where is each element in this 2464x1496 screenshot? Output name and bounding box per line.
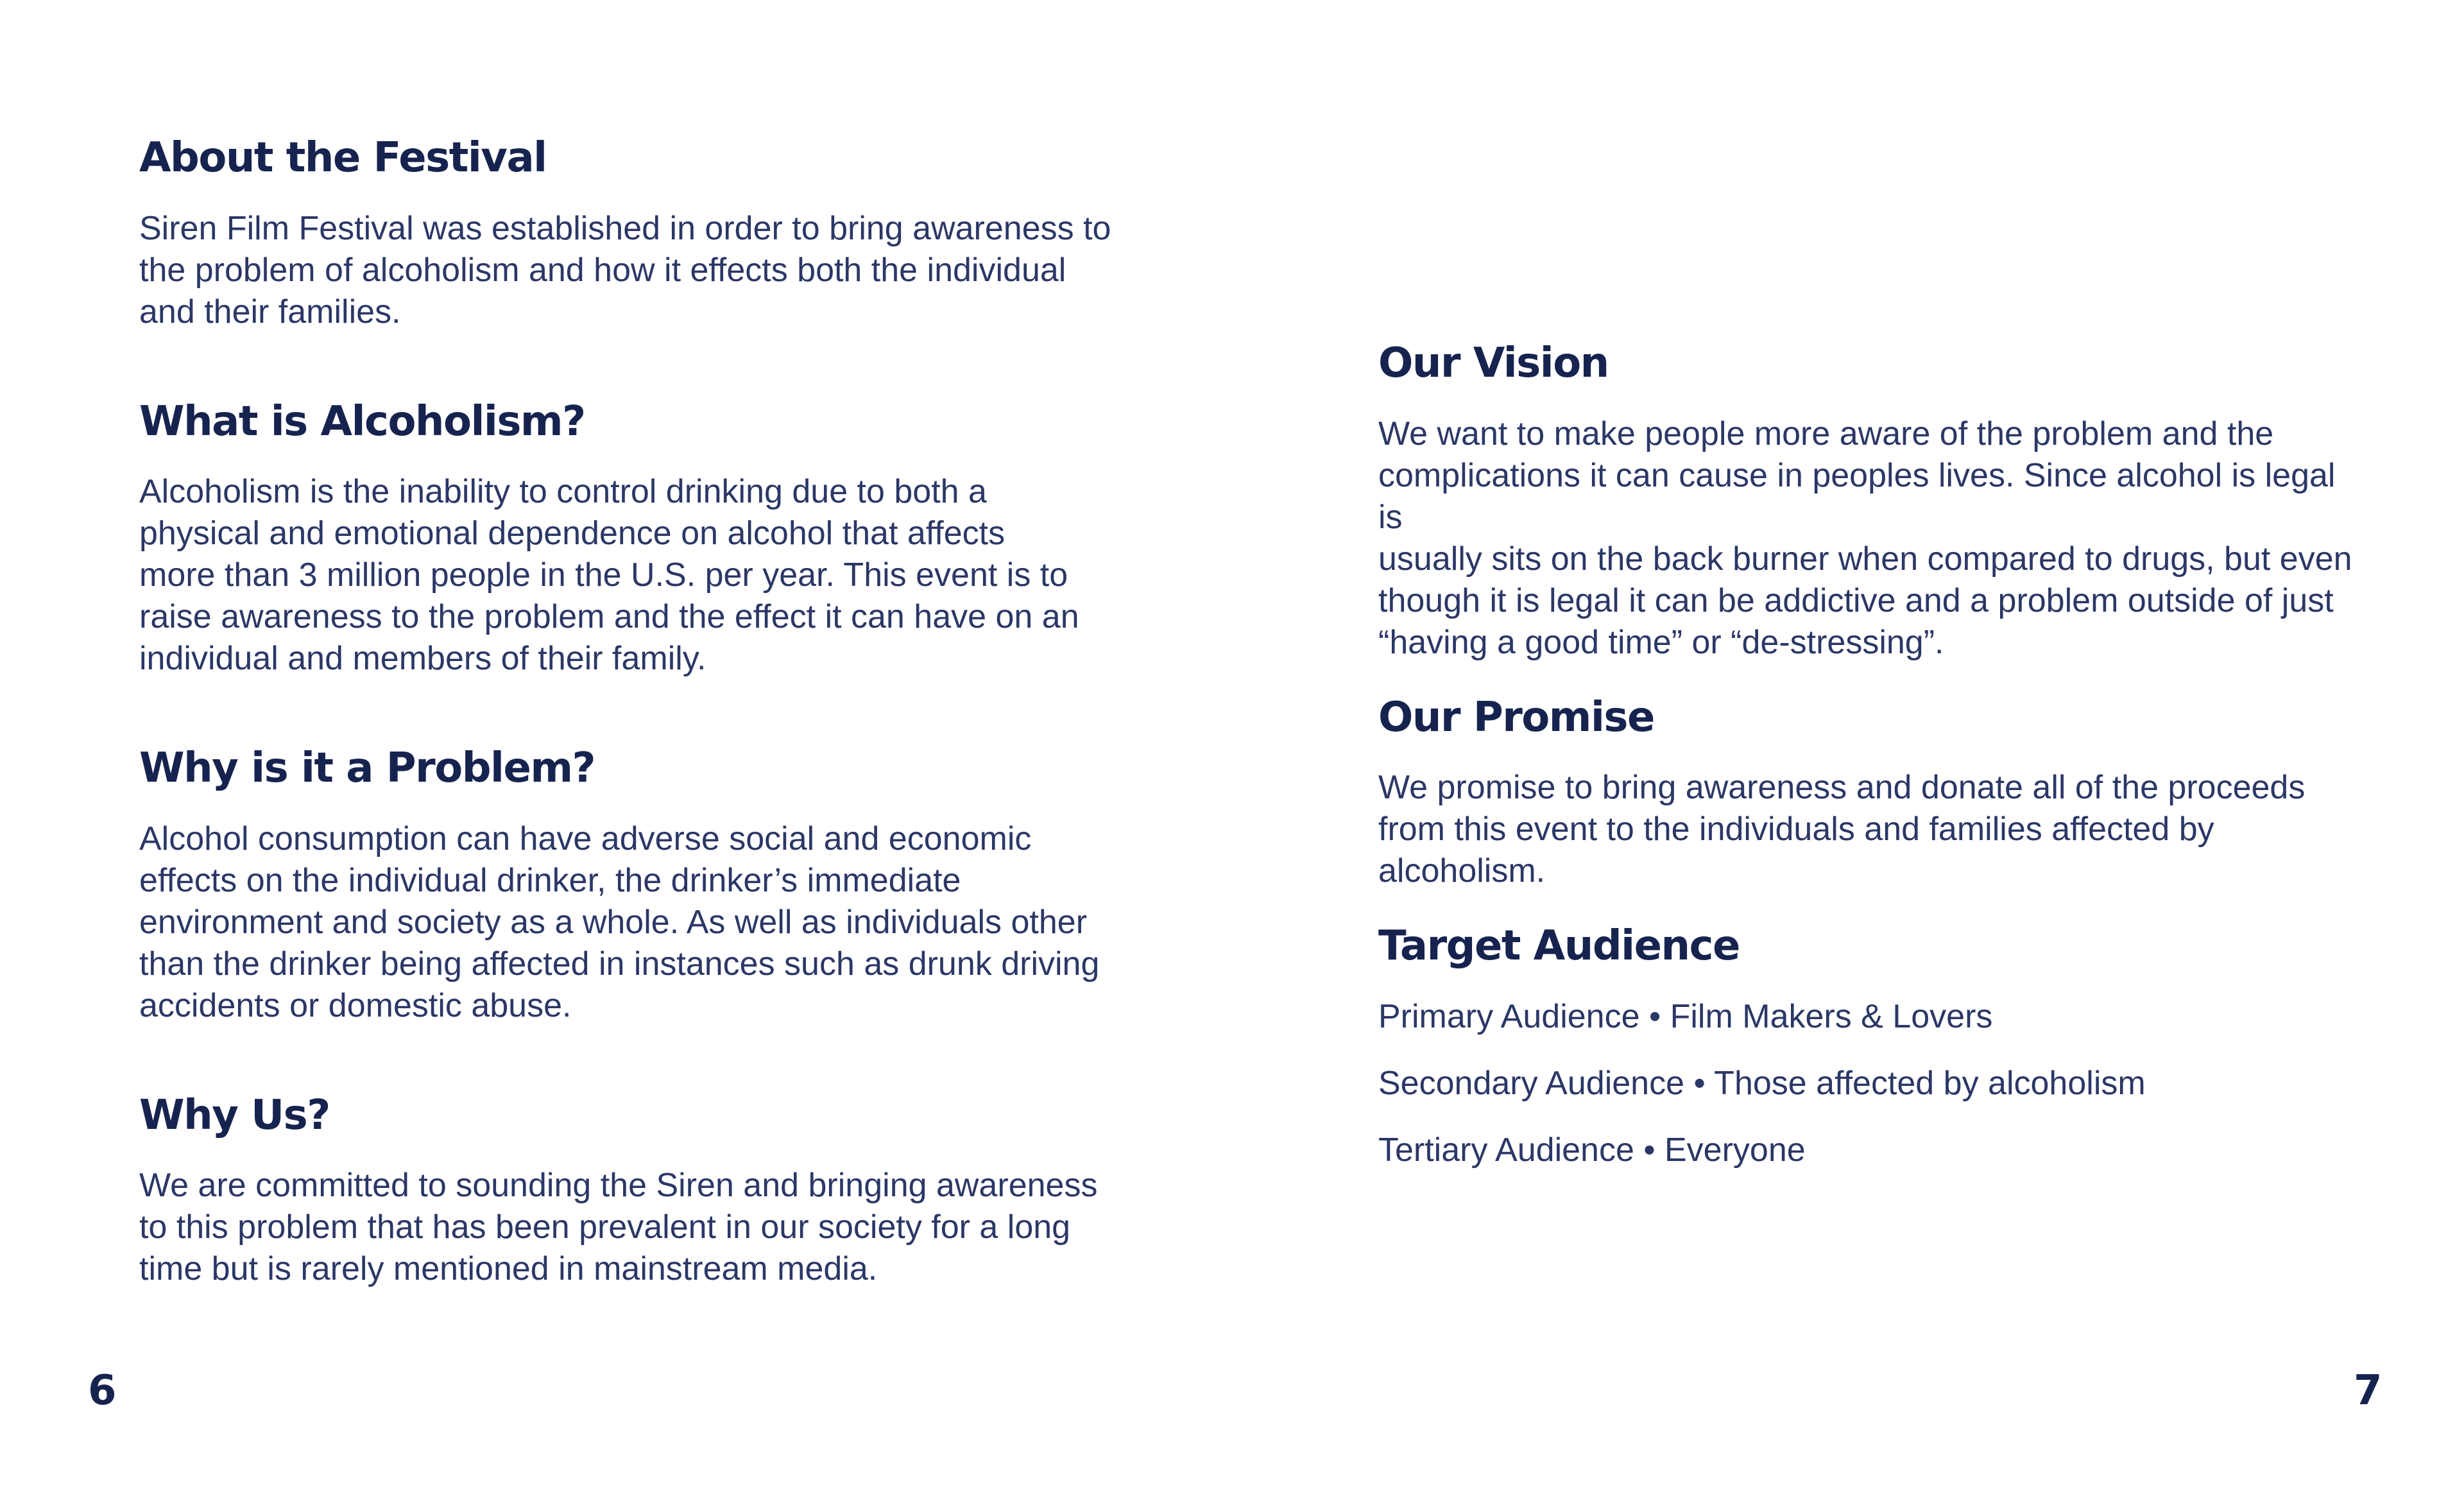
right-page-content (1378, 340, 2366, 1202)
section-our-promise (1378, 694, 2366, 893)
section-about-festival (139, 135, 1115, 333)
section-heading: Our Vision (1378, 340, 1609, 387)
audience-tertiary: Tertiary Audience • Everyone (1378, 1131, 1806, 1169)
section-heading: Why is it a Problem? (139, 744, 595, 793)
section-body: We are committed to sounding the Siren and bringing awareness to this problem that has been prevalent in our society for a long time but is rarely mentioned in mainstream media. (139, 1167, 1098, 1288)
left-page-content (139, 135, 1115, 1355)
section-why-us (139, 1092, 1115, 1291)
section-target-audience (1378, 923, 2366, 1171)
section-heading: About the Festival (139, 134, 547, 182)
section-heading: What is Alcoholism? (139, 397, 585, 445)
section-heading: Our Promise (1378, 693, 1654, 741)
section-body: Alcoholism is the inability to control drinking due to both a physical and emotional dependence on alcohol that affects more than 3 million people in the U.S. per year. This event is to raise awareness to the problem and the effect it can have on an individual and members of their family. (139, 473, 1079, 678)
section-what-is-alcoholism (139, 399, 1115, 680)
section-heading: Target Audience (1378, 922, 1740, 970)
section-body: Alcohol consumption can have adverse social and economic effects on the individual drinker, the drinker’s immediate environment and society as a whole. As well as individuals other than the drinker being affected in instances such as drunk driving accidents or domestic abuse. (139, 820, 1100, 1024)
section-why-problem (139, 745, 1115, 1027)
section-body: We want to make people more aware of the problem and the complications it can cause in peoples lives. Since alcohol is legal is usually sits on the back burner when compared to drugs, but even though it is legal it can be addictive and a problem outside of just “having a good time” or “de-stressing”. (1378, 415, 2352, 661)
section-body: We promise to bring awareness and donate all of the proceeds from this event to the individuals and families affected by alcoholism. (1378, 769, 2306, 890)
section-heading: Why Us? (139, 1091, 330, 1139)
page-number-left: 6 (88, 1367, 117, 1414)
section-body: Siren Film Festival was established in order to bring awareness to the problem of alcoholism and how it effects both the individual and their families. (139, 209, 1111, 331)
page-number-right: 7 (2354, 1367, 2383, 1414)
audience-primary: Primary Audience • Film Makers & Lovers (1378, 997, 1993, 1035)
audience-secondary: Secondary Audience • Those affected by alcoholism (1378, 1064, 2146, 1102)
section-our-vision (1378, 340, 2366, 664)
